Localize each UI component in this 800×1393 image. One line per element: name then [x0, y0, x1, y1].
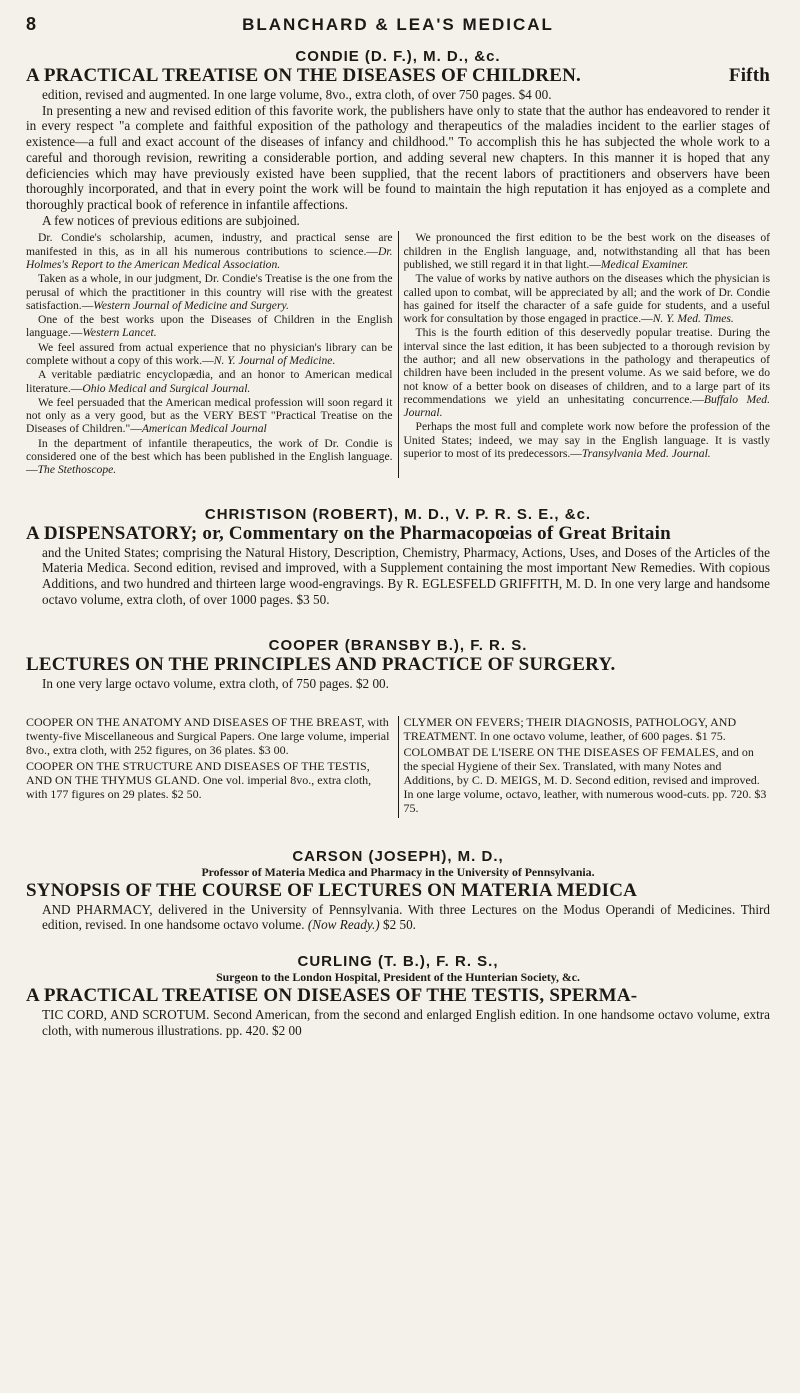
review — [404, 231, 771, 271]
author-subtitle: Surgeon to the London Hospital, President of the Hunterian Society, &c. — [216, 969, 580, 984]
review — [26, 368, 393, 395]
related-work: CLYMER ON FEVERS; THEIR DIAGNOSIS, PATHOLOGY, AND TREATMENT. In one octavo volume, leather, of 600 pages. $1 75. — [403, 715, 737, 744]
review-text: Dr. Condie's scholarship, acumen, industry, and practical sense are manifested in this, as in all his numerous contributions to science.— — [26, 231, 393, 258]
author-heading: CURLING (T. B.), F. R. S., — [297, 952, 499, 970]
book-description-text: AND PHARMACY, delivered in the University of Pennsylvania. With three Lectures on the Modus Operandi of Medicines. Third edition, revised. In one handsome octavo volume. — [42, 901, 770, 933]
price: $2 50. — [382, 917, 416, 933]
review — [404, 272, 771, 325]
book-title: A PRACTICAL TREATISE ON DISEASES OF THE TESTIS, SPERMA- — [26, 984, 638, 1006]
reviews-right-column — [399, 231, 771, 477]
book-title — [26, 65, 770, 87]
related-work: COOPER ON THE ANATOMY AND DISEASES OF THE BREAST, with twenty-five Miscellaneous and Surgical Papers. One large volume, imperial 8vo., extra cloth, with 252 figures, on 36 plates. $3 00. — [26, 715, 390, 757]
book-description: TIC CORD, AND SCROTUM. Second American, from the second and enlarged English edition. In one handsome octavo volume, extra cloth, with numerous illustrations. pp. 420. $2 00 — [42, 1006, 770, 1038]
book-title: SYNOPSIS OF THE COURSE OF LECTURES ON MATERIA MEDICA — [26, 879, 638, 901]
review-source: N. Y. Med. Times. — [652, 312, 734, 326]
review-text: A veritable pædiatric encyclopædia, and an honor to American medical literature.— — [26, 368, 393, 395]
works-right-column — [399, 716, 771, 817]
reviews-left-column — [26, 231, 399, 477]
review-text: We feel persuaded that the American medical profession will soon regard it not only as a very good, but as the VERY BEST "Practical Treatise on the Diseases of Children."— — [26, 395, 393, 436]
author-heading: CONDIE (D. F.), M. D., &c. — [295, 48, 501, 65]
review-text: We pronounced the first edition to be the best work on the diseases of children in the English language, and, notwithstanding all that has been published, we still regard it in that light.— — [403, 231, 770, 271]
author-heading: COOPER (BRANSBY B.), F. R. S. — [268, 637, 528, 655]
book-description: In one very large octavo volume, extra cloth, of 750 pages. $2 00. — [42, 676, 389, 692]
book-description: and the United States; comprising the Natural History, Description, Chemistry, Pharmacy, Actions, Uses, and Doses of the Articles of the Materia Medica. Second edition, revised and improved, with a Supplement containing the most important New Remedies. With copious Additions, and two hundred and thirteen large wood-engravings. By R. EGLESFELD GRIFFITH, M. D. In one very large and handsome octavo volume, extra cloth, of over 1000 pages. $3 50. — [42, 544, 770, 607]
review-text: This is the fourth edition of this deservedly popular treatise. During the interval since the last edition, it has been subjected to a thorough revision by the author; and all new observations in the pathology and therapeutics of children have been included in the present volume. As we said before, we do not know of a better book on diseases of children, and to a large part of its recommendations we yield an unhesitating concurrence.— — [403, 326, 770, 406]
entry-carson — [26, 848, 770, 933]
review-source: Dr. Holmes's Report to the American Medical Association. — [26, 244, 393, 271]
related-work: COOPER ON THE STRUCTURE AND DISEASES OF THE TESTIS, AND ON THE THYMUS GLAND. One vol. imperial 8vo., extra cloth, with 177 figures on 29 plates. $2 50. — [26, 758, 372, 801]
review-source: The Stethoscope. — [37, 463, 117, 477]
author-heading: CARSON (JOSEPH), M. D., — [292, 847, 504, 865]
page-number: 8 — [26, 14, 37, 34]
review-source: N. Y. Journal of Medicine. — [213, 354, 336, 367]
book-title-tail: Fifth — [728, 65, 770, 86]
author-subtitle: Professor of Materia Medica and Pharmacy in the University of Pennsylvania. — [201, 864, 595, 879]
book-edition-line: edition, revised and augmented. In one large volume, 8vo., extra cloth, of over 750 pages. $4 00. — [42, 87, 552, 102]
review-source: American Medical Journal — [141, 422, 267, 436]
review-source: Western Lancet. — [82, 326, 157, 340]
review-text: We feel assured from actual experience that no physician's library can be complete without a copy of this work.— — [26, 340, 393, 367]
entry-cooper — [26, 637, 770, 692]
review-text: One of the best works upon the Diseases of Children in the English language.— — [26, 313, 393, 340]
review — [26, 231, 393, 271]
review — [404, 420, 771, 460]
review-source: Medical Examiner. — [600, 257, 689, 271]
entry-curling — [26, 953, 770, 1038]
review — [404, 326, 771, 419]
review-source: Ohio Medical and Surgical Journal. — [82, 381, 251, 395]
book-description — [26, 902, 770, 933]
notices-intro: A few notices of previous editions are subjoined. — [42, 212, 300, 228]
review-source: Transylvania Med. Journal. — [581, 447, 711, 461]
book-title: LECTURES ON THE PRINCIPLES AND PRACTICE OF SURGERY. — [26, 654, 616, 676]
review — [26, 341, 393, 368]
running-head — [26, 14, 770, 42]
review-source: Western Journal of Medicine and Surgery. — [93, 298, 289, 312]
review-text: Taken as a whole, in our judgment, Dr. Condie's Treatise is the one from the perusal of which the practitioner in this country will rise with the greatest satisfaction.— — [26, 272, 393, 312]
book-title: A DISPENSATORY; or, Commentary on the Pharmacopœias of Great Britain — [26, 522, 671, 544]
review — [26, 272, 393, 312]
review — [26, 313, 393, 340]
works-left-column — [26, 716, 399, 817]
related-works — [26, 716, 770, 817]
entry-condie — [26, 48, 770, 478]
review-text: Perhaps the most full and complete work now before the profession of the United States; indeed, we may say in the English language. It is vastly superior to most of its predecessors.— — [403, 420, 770, 461]
review — [26, 396, 393, 436]
review-source: Buffalo Med. Journal. — [403, 392, 770, 420]
running-title: BLANCHARD & LEA'S MEDICAL — [242, 15, 554, 34]
review-text: In the department of infantile therapeutics, the work of Dr. Condie is considered one of the best which has been published in the English language.— — [26, 436, 393, 477]
book-description: In presenting a new and revised edition of this favorite work, the publishers have only to state that the author has endeavored to render it in every respect "a complete and faithful exposition of the pathology and therapeutics of the maladies incident to the earlier stages of existence—a full and exact account of the diseases of infancy and childhood." To accomplish this he has subjected the whole work to a careful and thorough revision, rewriting a considerable portion, and adding several new chapters. In this manner it is hoped that any deficiencies which may have previously existed have been supplied, that the recent labors of practitioners and observers have been thoroughly incorporated, and that in every point the work will be found to maintain the high reputation it has enjoyed as a complete and thoroughly practical book of reference in infantile affections. — [26, 102, 770, 212]
availability-note: (Now Ready.) — [307, 917, 380, 933]
entry-christison — [26, 506, 770, 608]
reviews — [26, 231, 770, 477]
related-work: COLOMBAT DE L'ISERE ON THE DISEASES OF FEMALES, and on the special Hygiene of their Sex. Translated, with many Notes and Additions, by C. D. MEIGS, M. D. Second edition, revised and improved. In one large volume, octavo, leather, with numerous wood-cuts. pp. 720. $3 75. — [403, 745, 767, 815]
book-title-text: A PRACTICAL TREATISE ON THE DISEASES OF CHILDREN. — [26, 65, 581, 86]
review — [26, 437, 393, 477]
author-heading: CHRISTISON (ROBERT), M. D., V. P. R. S. E., &c. — [204, 505, 592, 523]
review-text: The value of works by native authors on the diseases which the physician is called upon to combat, will be appreciated by all; and the work of Dr. Condie has gained for itself the character of a safe guide for students, and a useful work for consultation by those engaged in practice.— — [403, 272, 770, 326]
